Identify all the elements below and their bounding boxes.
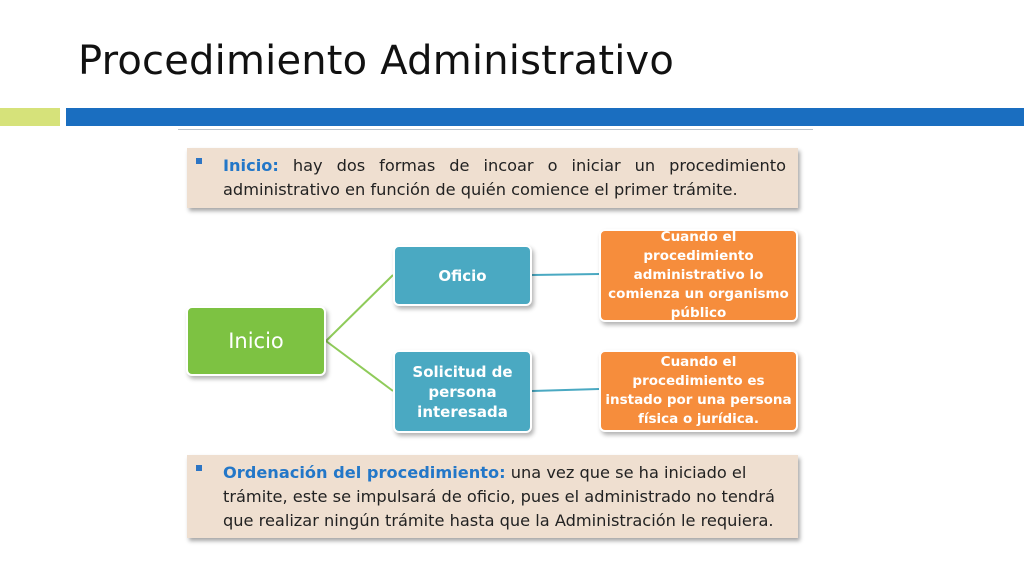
node-oficio-detail: Cuando el procedimiento administrativo lo comienza un organismo público — [599, 229, 798, 322]
note-ordenacion-body: una vez que se ha iniciado el trámite, este se impulsará de oficio, pues el administrado no tendrá que realizar ningún trámite hasta que la Administración le requiera. — [223, 463, 775, 530]
slide-title: Procedimiento Administrativo — [78, 38, 675, 84]
node-inicio: Inicio — [186, 306, 326, 376]
connector-root-solicitud — [326, 341, 393, 391]
note-ordenacion — [187, 455, 798, 538]
node-oficio: Oficio — [393, 245, 532, 306]
square-bullet-icon — [196, 465, 202, 471]
node-solicitud: Solicitud de persona interesada — [393, 350, 532, 433]
note-ordenacion-text — [223, 461, 786, 533]
connector-root-oficio — [326, 275, 393, 341]
note-ordenacion-lead: Ordenación del procedimiento: — [223, 463, 506, 482]
note-inicio-body: hay dos formas de incoar o iniciar un procedimiento administrativo en función de quién comience el primer trámite. — [223, 156, 786, 199]
note-inicio-lead: Inicio: — [223, 156, 279, 175]
connector-oficio-detail — [532, 274, 599, 275]
connector-solicitud-detail — [532, 389, 599, 391]
node-solicitud-detail: Cuando el procedimiento es instado por una persona física o jurídica. — [599, 350, 798, 432]
